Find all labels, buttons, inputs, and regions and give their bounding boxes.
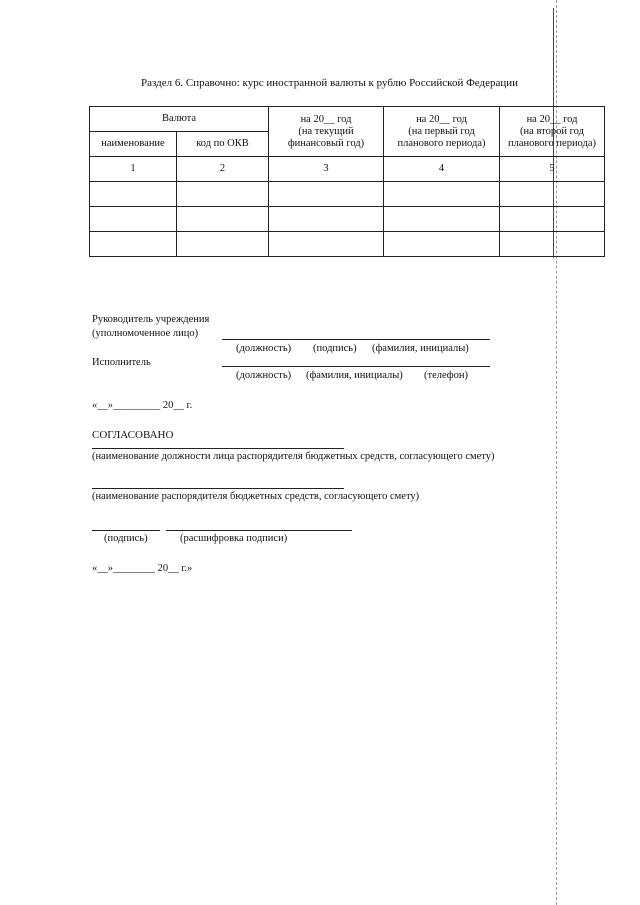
approval-line-2 bbox=[92, 488, 344, 489]
executor-label: Исполнитель bbox=[92, 357, 151, 368]
col-year-current: на 20__ год (на текущий финансовый год) bbox=[269, 107, 384, 157]
caption-name: (фамилия, инициалы) bbox=[306, 370, 403, 381]
table-row bbox=[90, 207, 605, 232]
date-line: «__»_________ 20__ г. bbox=[92, 400, 193, 411]
approval-caption-distributor: (наименование распорядителя бюджетных средств, согласующего смету) bbox=[92, 491, 420, 502]
col-number: 1 bbox=[90, 157, 177, 182]
approval-title: СОГЛАСОВАНО bbox=[92, 429, 174, 441]
head-signature-line bbox=[222, 339, 490, 340]
col-number: 4 bbox=[384, 157, 500, 182]
col-year-first: на 20__ год (на первый год планового периода) bbox=[384, 107, 500, 157]
approval-decoding-line bbox=[166, 530, 352, 531]
col-code-header: код по ОКВ bbox=[177, 132, 269, 157]
head-label-sub: (уполномоченное лицо) bbox=[92, 328, 199, 339]
caption-signature: (подпись) bbox=[313, 343, 357, 354]
currency-group-header: Валюта bbox=[90, 107, 269, 132]
col-number: 2 bbox=[177, 157, 269, 182]
caption-phone: (телефон) bbox=[424, 370, 468, 381]
col-number: 3 bbox=[269, 157, 384, 182]
caption-name: (фамилия, инициалы) bbox=[372, 343, 469, 354]
approval-line-1 bbox=[92, 448, 344, 449]
approval-signature-line bbox=[92, 530, 160, 531]
currency-rate-table bbox=[89, 106, 605, 257]
caption-signature: (подпись) bbox=[104, 533, 148, 544]
col-year-second: на 20__ год (на второй год планового периода) bbox=[500, 107, 605, 157]
section-title: Раздел 6. Справочно: курс иностранной валюты к рублю Российской Федерации bbox=[141, 77, 519, 89]
table-row bbox=[90, 182, 605, 207]
col-number: 5 bbox=[500, 157, 605, 182]
date-line: «__»________ 20__ г.» bbox=[92, 563, 193, 574]
caption-position: (должность) bbox=[236, 370, 292, 381]
executor-signature-line bbox=[222, 366, 490, 367]
head-label: Руководитель учреждения bbox=[92, 314, 210, 325]
approval-caption-position: (наименование должности лица распорядителя бюджетных средств, согласующего смету) bbox=[92, 451, 495, 462]
table-row bbox=[90, 232, 605, 257]
caption-position: (должность) bbox=[236, 343, 292, 354]
caption-decoding: (расшифровка подписи) bbox=[180, 533, 288, 544]
col-name-header: наименование bbox=[90, 132, 177, 157]
